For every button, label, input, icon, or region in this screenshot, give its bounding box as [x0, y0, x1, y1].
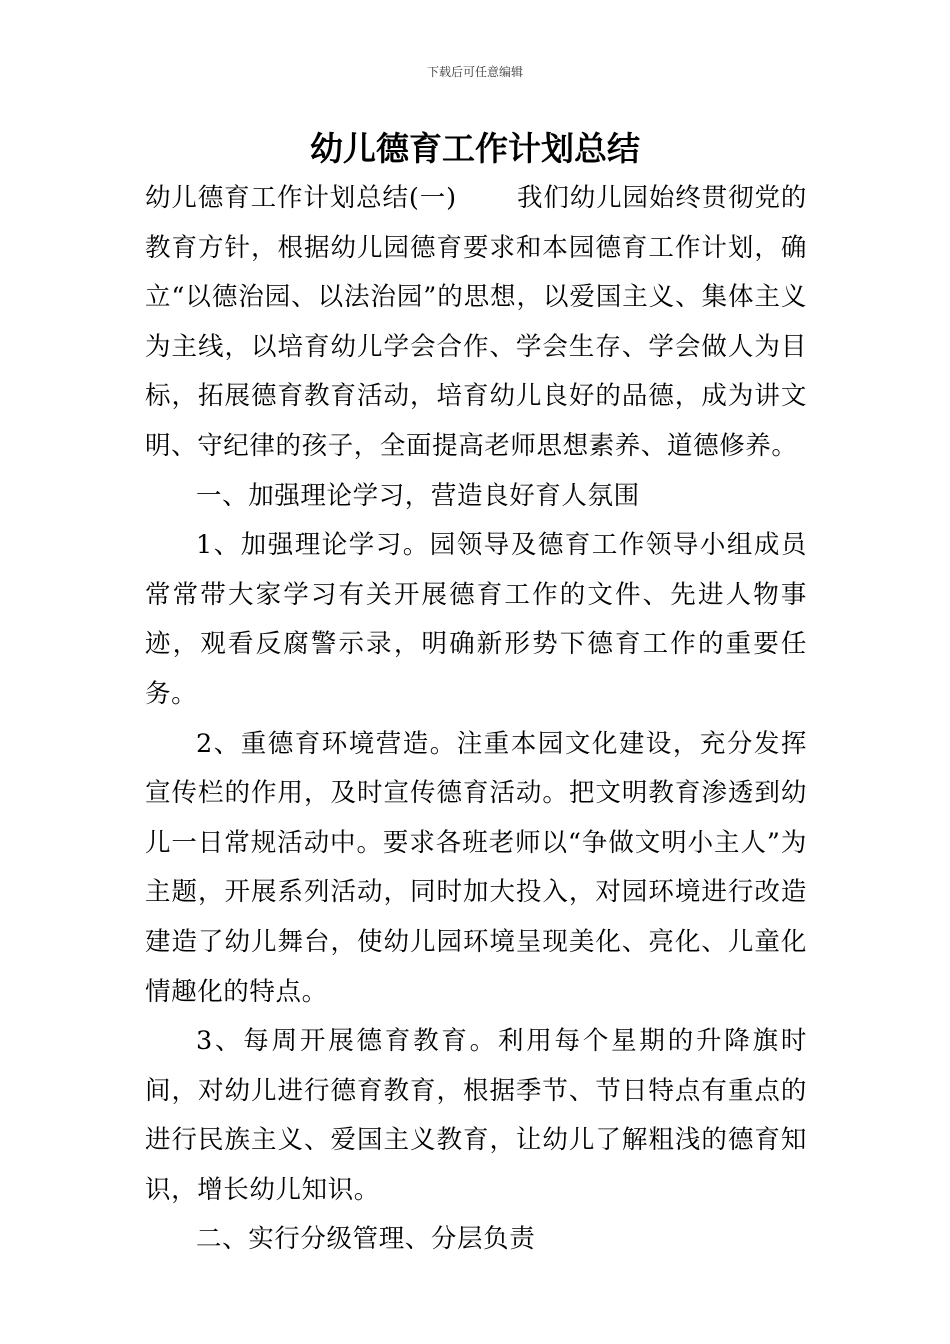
section-1-heading: 一、加强理论学习，营造良好育人氛围: [196, 480, 640, 511]
download-note: 下载后可任意编辑: [426, 65, 523, 79]
intro-paragraph: [145, 174, 807, 472]
document-title: 幼儿德育工作计划总结: [310, 129, 640, 168]
item-2-paragraph: 2、重德育环境营造。注重本园文化建设，充分发挥宣传栏的作用，及时宣传德育活动。把文明教育渗透到幼儿一日常规活动中。要求各班老师以“争做文明小主人”为主题，开展系列活动，同时加大投入，对园环境进行改造建造了幼儿舞台，使幼儿园环境呈现美化、亮化、儿童化情趣化的特点。: [145, 728, 807, 1007]
section-2-heading: 二、实行分级管理、分层负责: [196, 1224, 536, 1255]
item-1-paragraph: 1、加强理论学习。园领导及德育工作领导小组成员常常带大家学习有关开展德育工作的文件、先进人物事迹，观看反腐警示录，明确新形势下德育工作的重要任务。: [145, 530, 807, 709]
item-3-paragraph: 3、每周开展德育教育。利用每个星期的升降旗时间，对幼儿进行德育教育，根据季节、节日特点有重点的进行民族主义、爱国主义教育，让幼儿了解粗浅的德育知识，增长幼儿知识。: [145, 1026, 807, 1205]
intro-text: 我们幼儿园始终贯彻党的教育方针，根据幼儿园德育要求和本园德育工作计划，确立“以德治园、以法治园”的思想，以爱国主义、集体主义为主线，以培育幼儿学会合作、学会生存、学会做人为目标，拓展德育教育活动，培育幼儿良好的品德，成为讲文明、守纪律的孩子，全面提高老师思想素养、道德修养。: [145, 183, 807, 461]
intro-heading: 幼儿德育工作计划总结(一): [145, 183, 457, 213]
document-body: [145, 174, 807, 1265]
